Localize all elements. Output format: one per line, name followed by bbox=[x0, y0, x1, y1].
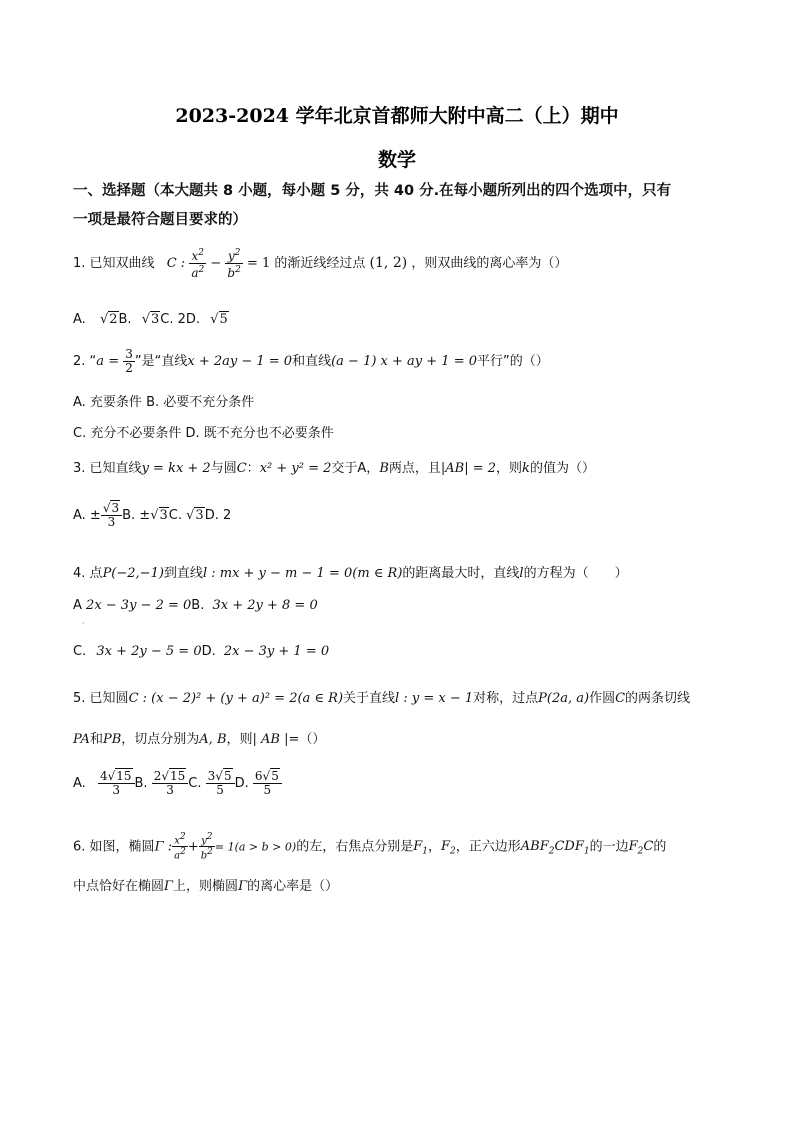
exam-title: 2023-2024 学年北京首都师大附中高二（上）期中 bbox=[175, 105, 619, 127]
q1-point: (1, 2) bbox=[369, 255, 408, 271]
q3-options: A. ± $\frac{√3}{3}$ B. ±√3C. √3D. 2 bbox=[73, 501, 232, 529]
q5-option-a: A. bbox=[73, 776, 86, 791]
q4-number: 4. bbox=[73, 566, 86, 581]
q1-c: C : bbox=[166, 256, 186, 271]
section-heading-line2: 一项是最符合题目要求的） bbox=[73, 212, 247, 228]
question-1: 1. 已知双曲线 C : $\frac{x^2}{a^2}$ − $\frac{y^2}{b^2}$ = 1 的渐近线经过点 (1, 2) ，则双曲线的离心率为（） bbox=[73, 248, 568, 280]
q5-option-b: B. bbox=[134, 776, 148, 791]
q5-circle: C : (x − 2)² + (y + a)² = 2(a ∈ R) bbox=[128, 691, 344, 706]
section-heading bbox=[73, 177, 723, 235]
q6-number: 6. bbox=[73, 839, 86, 855]
question-5: 5. 已知圆C : (x − 2)² + (y + a)² = 2(a ∈ R)关于直线l : y = x − 1对称，过点P(2a, a)作圆C的两条切线 bbox=[73, 691, 691, 706]
q2-option-b: B. 必要不充分条件 bbox=[146, 395, 255, 410]
q1-option-d: D. bbox=[185, 312, 201, 327]
q6-condition: = 1(a > b > 0) bbox=[214, 840, 297, 854]
q1-option-c: C. 2 bbox=[160, 312, 186, 327]
q3-option-a: A. ± bbox=[73, 508, 101, 523]
q2-frac: $\frac{3}{2}$ bbox=[125, 347, 133, 375]
question-5-cont: PA和PB，切点分别为A, B，则| AB |=（） bbox=[73, 732, 326, 747]
question-2: 2. “a = $\frac{3}{2}$ ”是“直线x + 2ay − 1 = 0和直线(a − 1) x + ay + 1 = 0平行”的（） bbox=[73, 347, 549, 375]
q1-options: A. √2B. √3C. 2D. √5 bbox=[73, 312, 228, 327]
section-heading-line1: 一、选择题（本大题共 8 小题，每小题 5 分，共 40 分.在每小题所列出的四个选项中，只有 bbox=[73, 183, 672, 199]
question-3: 3. 已知直线y = kx + 2与圆C：x² + y² = 2交于A，B两点，且|AB| = 2，则k的值为（） bbox=[73, 461, 595, 476]
stray-mark: · bbox=[82, 619, 85, 628]
q1-text-2: 的渐近线经过点 bbox=[274, 256, 366, 271]
q1-text-3: ，则双曲线的离心率为（） bbox=[411, 256, 568, 271]
question-6: 6. 如图，椭圆Γ : $\frac{x^2}{a^2}$ + $\frac{y^2}{b^2}$ = 1(a > b > 0)的左，右焦点分别是$F_1$，$F_2$，正六边形$ABF_2CDF_1$的一边$F_2C$的 bbox=[73, 832, 667, 862]
q2-option-d: D. 既不充分也不必要条件 bbox=[185, 426, 334, 441]
q1-frac-y: $\frac{y^2}{b^2}$ bbox=[227, 248, 241, 280]
q4-point: P(−2,−1) bbox=[102, 566, 164, 581]
q6-edge: $F_2C$ bbox=[628, 839, 654, 857]
q5-line: l : y = x − 1 bbox=[395, 691, 474, 706]
q2-line-1: x + 2ay − 1 = 0 bbox=[187, 354, 293, 369]
q1-eq1: = 1 bbox=[246, 256, 271, 271]
q6-hexagon: $ABF_2CDF_1$ bbox=[520, 839, 590, 857]
q4-option-c: C. bbox=[73, 644, 87, 659]
q1-number: 1. bbox=[73, 256, 86, 271]
q2-options-row2 bbox=[73, 422, 334, 441]
q1-text-1: 已知双曲线 bbox=[89, 256, 155, 271]
question-6-cont: 中点恰好在椭圆Γ上，则椭圆Γ的离心率是（） bbox=[73, 879, 339, 894]
q2-option-c: C. 充分不必要条件 bbox=[73, 426, 182, 441]
q4-option-a: A bbox=[73, 598, 82, 613]
q5-number: 5. bbox=[73, 691, 86, 706]
q2-options-row1 bbox=[73, 391, 254, 410]
q4-option-d: D. bbox=[201, 644, 216, 659]
q3-option-c: C. bbox=[168, 508, 187, 523]
q4-line: l : mx + y − m − 1 = 0(m ∈ R) bbox=[202, 566, 403, 581]
q1-option-a: A. bbox=[73, 312, 86, 327]
q5-option-d: D. bbox=[234, 776, 249, 791]
exam-subject: 数学 bbox=[377, 149, 416, 171]
q3-ab: |AB| = 2 bbox=[440, 461, 497, 476]
q1-option-b: B. bbox=[118, 312, 132, 327]
q4-options-row1: A 2x − 3y − 2 = 0B. 3x + 2y + 8 = 0 bbox=[73, 598, 318, 613]
q5-options: A. $\frac{4√15}{3}$ B. $\frac{2√15}{3}$ C. $\frac{3√5}{5}$ D. $\frac{6√5}{5}$ bbox=[73, 770, 282, 797]
q1-frac-x: $\frac{x^2}{a^2}$ bbox=[191, 248, 205, 280]
q2-number: 2. bbox=[73, 354, 86, 369]
q3-number: 3. bbox=[73, 461, 86, 476]
q3-option-b: B. ± bbox=[122, 508, 151, 523]
q4-option-b: B. bbox=[191, 598, 205, 613]
q3-option-d: D. 2 bbox=[204, 508, 232, 523]
q3-circle: x² + y² = 2 bbox=[259, 461, 332, 476]
q2-line-2: (a − 1) x + ay + 1 = 0 bbox=[331, 354, 477, 369]
q5-option-c: C. bbox=[188, 776, 202, 791]
q4-options-row2: C. 3x + 2y − 5 = 0D. 2x − 3y + 1 = 0 bbox=[73, 644, 330, 659]
question-4: 4. 点P(−2,−1)到直线l : mx + y − m − 1 = 0(m ∈ R)的距离最大时，直线l的方程为（ ） bbox=[73, 566, 628, 581]
q3-line: y = kx + 2 bbox=[141, 461, 211, 476]
q2-option-a: A. 充要条件 bbox=[73, 395, 142, 410]
